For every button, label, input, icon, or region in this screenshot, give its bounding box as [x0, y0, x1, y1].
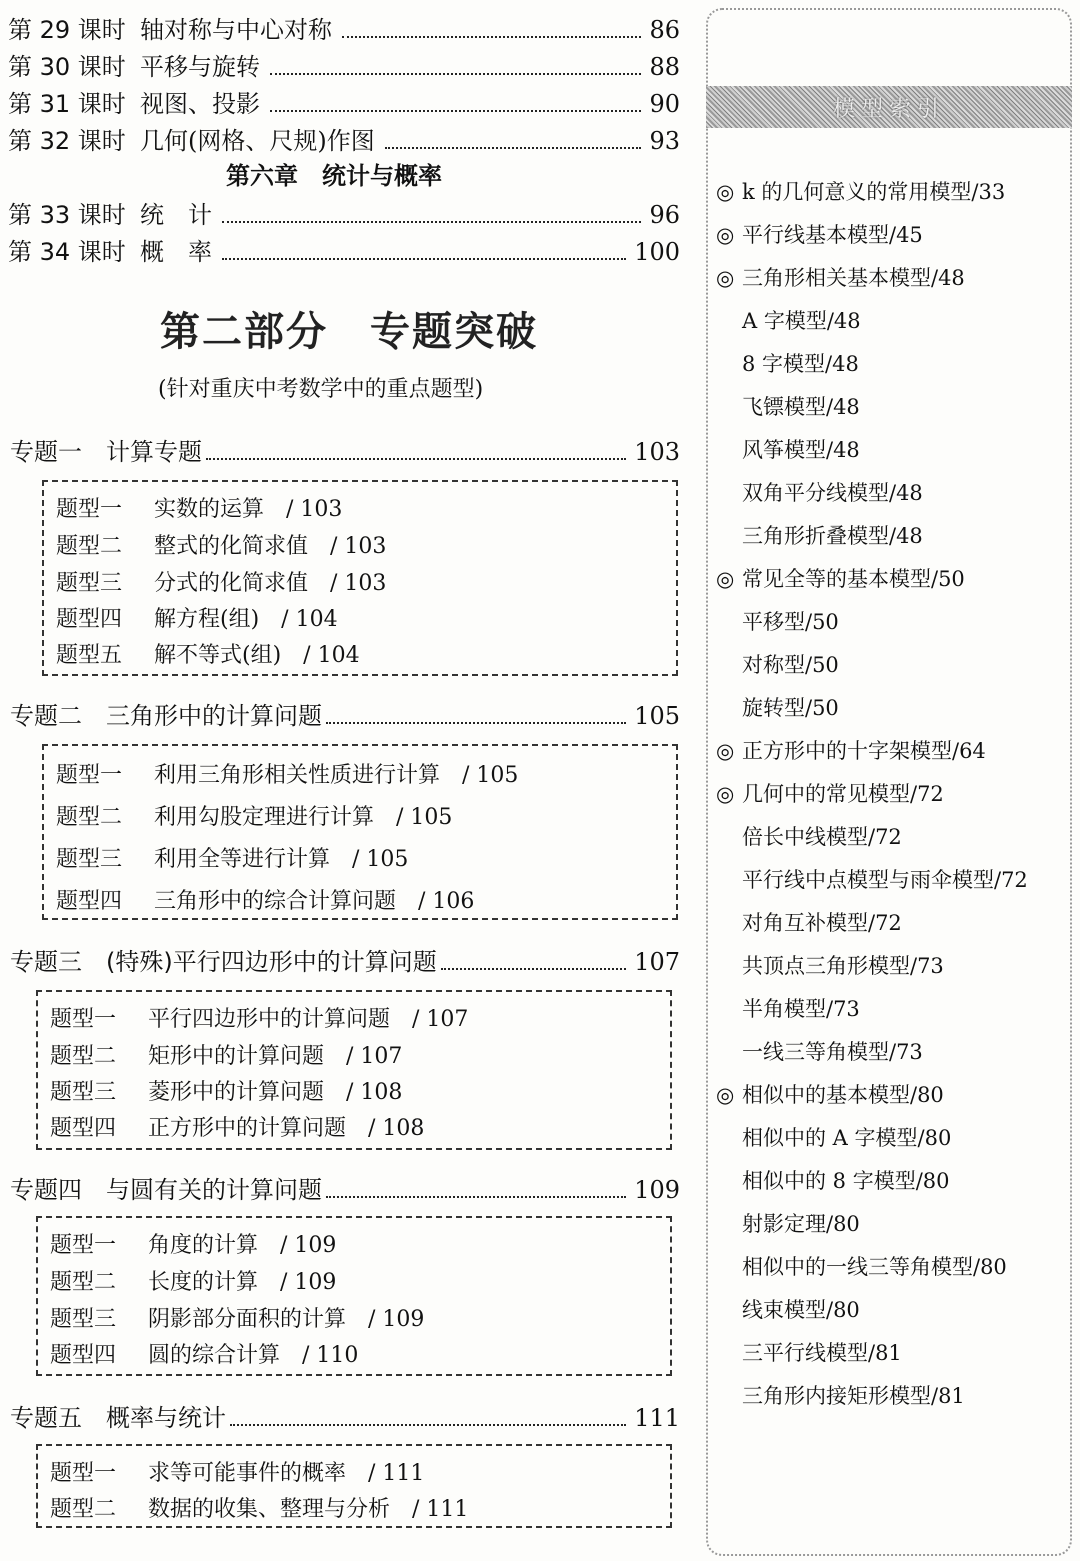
- topic-heading[interactable]: [10, 432, 680, 467]
- question-type-item[interactable]: [50, 1456, 424, 1487]
- leader-dots: [385, 147, 642, 149]
- question-type-text: 实数的运算 / 103: [154, 497, 343, 522]
- question-type-item[interactable]: [56, 529, 386, 560]
- bullet-circle-icon: ◎: [716, 739, 735, 763]
- model-index-text: 三角形折叠模型/48: [742, 524, 923, 548]
- question-type-label: 题型四: [56, 607, 123, 632]
- leader-dots: [441, 968, 626, 970]
- question-type-text: 数据的收集、整理与分析 / 111: [148, 1497, 469, 1522]
- question-type-box: [42, 744, 678, 920]
- toc-lesson-31[interactable]: [8, 84, 680, 119]
- question-type-label: 题型四: [56, 889, 123, 914]
- model-index-text: 对称型/50: [742, 653, 839, 677]
- lesson-number: 第 34 课时: [8, 238, 126, 266]
- question-type-box: [42, 480, 678, 676]
- question-type-box: [36, 1444, 672, 1528]
- model-index-text: 平移型/50: [742, 610, 839, 634]
- model-index-entry[interactable]: [742, 305, 861, 335]
- page-number: 109: [634, 1176, 680, 1204]
- question-type-text: 解不等式(组) / 104: [154, 643, 360, 668]
- leader-dots: [222, 221, 641, 223]
- lesson-title: 概 率: [140, 238, 212, 266]
- page-number: 96: [649, 201, 680, 229]
- question-type-item[interactable]: [56, 884, 474, 915]
- model-index-text: 正方形中的十字架模型/64: [742, 739, 986, 763]
- model-index-category[interactable]: [716, 563, 965, 593]
- question-type-item[interactable]: [50, 1265, 336, 1296]
- topic-title: 专题三 (特殊)平行四边形中的计算问题: [10, 948, 437, 976]
- model-index-entry[interactable]: [742, 821, 902, 851]
- question-type-label: 题型二: [50, 1497, 117, 1522]
- topic-title: 专题四 与圆有关的计算问题: [10, 1176, 322, 1204]
- question-type-item[interactable]: [56, 602, 338, 633]
- page-number: 93: [649, 127, 680, 155]
- model-index-entry[interactable]: [742, 1251, 1007, 1281]
- question-type-text: 分式的化简求值 / 103: [154, 571, 387, 596]
- question-type-item[interactable]: [56, 842, 408, 873]
- lesson-title: 统 计: [140, 201, 212, 229]
- topic-title: 专题一 计算专题: [10, 438, 202, 466]
- model-index-entry[interactable]: [742, 1036, 923, 1066]
- leader-dots: [206, 458, 626, 460]
- part-subtitle: (针对重庆中考数学中的重点题型): [158, 377, 484, 402]
- lesson-title: 平移与旋转: [140, 53, 260, 81]
- model-index-text: 平行线基本模型/45: [742, 223, 923, 247]
- page-number: 111: [634, 1404, 680, 1432]
- chapter-heading: 第六章 统计与概率: [226, 162, 442, 190]
- bullet-circle-icon: ◎: [716, 266, 735, 290]
- lesson-title: 几何(网格、尺规)作图: [140, 127, 375, 155]
- model-index-entry[interactable]: [742, 1294, 860, 1324]
- model-index-entry[interactable]: [742, 477, 923, 507]
- model-index-text: 射影定理/80: [742, 1212, 860, 1236]
- leader-dots: [326, 1196, 626, 1198]
- lesson-title: 轴对称与中心对称: [140, 16, 332, 44]
- page-number: 88: [649, 53, 680, 81]
- question-type-text: 圆的综合计算 / 110: [148, 1343, 359, 1368]
- question-type-label: 题型一: [50, 1461, 117, 1486]
- model-index-entry[interactable]: [742, 1122, 951, 1152]
- bullet-circle-icon: ◎: [716, 567, 735, 591]
- model-index-entry[interactable]: [742, 1380, 965, 1410]
- leader-dots: [326, 722, 626, 724]
- model-index-text: 8 字模型/48: [742, 352, 859, 376]
- model-index-entry[interactable]: [742, 434, 860, 464]
- model-index-entry[interactable]: [742, 348, 859, 378]
- question-type-label: 题型三: [56, 847, 123, 872]
- model-index-text: 半角模型/73: [742, 997, 860, 1021]
- page-number: 107: [634, 948, 680, 976]
- leader-dots: [230, 1424, 626, 1426]
- question-type-text: 利用勾股定理进行计算 / 105: [154, 805, 453, 830]
- leader-dots: [270, 73, 641, 75]
- lesson-number: 第 33 课时: [8, 201, 126, 229]
- question-type-box: [36, 990, 672, 1150]
- question-type-item[interactable]: [56, 800, 452, 831]
- page-number: 100: [634, 238, 680, 266]
- model-index-entry[interactable]: [742, 391, 860, 421]
- model-index-text: k 的几何意义的常用模型/33: [742, 180, 1006, 204]
- question-type-item[interactable]: [50, 1492, 468, 1523]
- model-index-entry[interactable]: [742, 950, 944, 980]
- lesson-number: 第 30 课时: [8, 53, 126, 81]
- question-type-item[interactable]: [50, 1039, 402, 1070]
- question-type-label: 题型三: [56, 571, 123, 596]
- model-index-text: 共顶点三角形模型/73: [742, 954, 944, 978]
- toc-lesson-30[interactable]: [8, 47, 680, 82]
- bullet-circle-icon: ◎: [716, 782, 735, 806]
- question-type-label: 题型一: [50, 1233, 117, 1258]
- model-index-entry[interactable]: [742, 993, 860, 1023]
- model-index-text: 三角形内接矩形模型/81: [742, 1384, 965, 1408]
- model-index-text: 三角形相关基本模型/48: [742, 266, 965, 290]
- question-type-item[interactable]: [50, 1228, 336, 1259]
- toc-lesson-34[interactable]: [8, 232, 680, 267]
- model-index-entry[interactable]: [742, 864, 1028, 894]
- model-index-category[interactable]: [716, 219, 923, 249]
- model-index-text: 倍长中线模型/72: [742, 825, 902, 849]
- model-index-category[interactable]: [716, 735, 986, 765]
- page-number: 103: [634, 438, 680, 466]
- question-type-label: 题型二: [56, 534, 123, 559]
- page-number: 105: [634, 702, 680, 730]
- bullet-circle-icon: ◎: [716, 1083, 735, 1107]
- lesson-title: 视图、投影: [140, 90, 260, 118]
- question-type-label: 题型一: [56, 497, 123, 522]
- model-index-text: 相似中的基本模型/80: [742, 1083, 944, 1107]
- question-type-text: 菱形中的计算问题 / 108: [148, 1080, 403, 1105]
- question-type-label: 题型四: [50, 1116, 117, 1141]
- question-type-text: 求等可能事件的概率 / 111: [148, 1461, 425, 1486]
- question-type-label: 题型一: [56, 763, 123, 788]
- lesson-number: 第 32 课时: [8, 127, 126, 155]
- question-type-text: 角度的计算 / 109: [148, 1233, 337, 1258]
- model-index-text: 几何中的常见模型/72: [742, 782, 944, 806]
- question-type-box: [36, 1216, 672, 1376]
- question-type-item[interactable]: [50, 1338, 358, 1369]
- question-type-text: 解方程(组) / 104: [154, 607, 338, 632]
- leader-dots: [342, 36, 641, 38]
- toc-lesson-33[interactable]: [8, 195, 680, 230]
- model-index-title: 模型索引: [832, 96, 945, 122]
- question-type-text: 利用全等进行计算 / 105: [154, 847, 409, 872]
- question-type-item[interactable]: [56, 758, 518, 789]
- model-index-text: 一线三等角模型/73: [742, 1040, 923, 1064]
- model-index-banner: [706, 86, 1072, 128]
- topic-heading[interactable]: [10, 1170, 680, 1205]
- model-index-text: 线束模型/80: [742, 1298, 860, 1322]
- model-index-text: 相似中的一线三等角模型/80: [742, 1255, 1007, 1279]
- question-type-text: 正方形中的计算问题 / 108: [148, 1116, 425, 1141]
- toc-lesson-29[interactable]: [8, 10, 680, 45]
- model-index-text: 双角平分线模型/48: [742, 481, 923, 505]
- toc-lesson-32[interactable]: [8, 121, 680, 156]
- topic-heading[interactable]: [10, 1398, 680, 1433]
- model-index-text: 平行线中点模型与雨伞模型/72: [742, 868, 1028, 892]
- question-type-text: 矩形中的计算问题 / 107: [148, 1044, 403, 1069]
- topic-title: 专题二 三角形中的计算问题: [10, 702, 322, 730]
- model-index-text: 相似中的 8 字模型/80: [742, 1169, 950, 1193]
- model-index-entry[interactable]: [742, 1208, 860, 1238]
- question-type-item[interactable]: [50, 1111, 424, 1142]
- model-index-category[interactable]: [716, 262, 965, 292]
- question-type-text: 整式的化简求值 / 103: [154, 534, 387, 559]
- question-type-item[interactable]: [56, 638, 360, 669]
- model-index-text: 风筝模型/48: [742, 438, 860, 462]
- bullet-circle-icon: ◎: [716, 180, 735, 204]
- model-index-entry[interactable]: [742, 692, 839, 722]
- question-type-text: 阴影部分面积的计算 / 109: [148, 1307, 425, 1332]
- model-index-entry[interactable]: [742, 520, 923, 550]
- model-index-text: 旋转型/50: [742, 696, 839, 720]
- leader-dots: [270, 110, 641, 112]
- question-type-item[interactable]: [56, 566, 386, 597]
- model-index-text: 常见全等的基本模型/50: [742, 567, 965, 591]
- question-type-label: 题型四: [50, 1343, 117, 1368]
- model-index-entry[interactable]: [742, 1337, 902, 1367]
- question-type-label: 题型一: [50, 1007, 117, 1032]
- topic-heading[interactable]: [10, 942, 680, 977]
- question-type-text: 三角形中的综合计算问题 / 106: [154, 889, 475, 914]
- model-index-text: A 字模型/48: [742, 309, 861, 333]
- model-index-category[interactable]: [716, 176, 1005, 206]
- model-index-text: 飞镖模型/48: [742, 395, 860, 419]
- topic-title: 专题五 概率与统计: [10, 1404, 226, 1432]
- question-type-label: 题型五: [56, 643, 123, 668]
- lesson-number: 第 29 课时: [8, 16, 126, 44]
- leader-dots: [222, 258, 626, 260]
- question-type-item[interactable]: [50, 1002, 468, 1033]
- lesson-number: 第 31 课时: [8, 90, 126, 118]
- model-index-entry[interactable]: [742, 606, 839, 636]
- question-type-text: 长度的计算 / 109: [148, 1270, 337, 1295]
- model-index-entry[interactable]: [742, 649, 839, 679]
- part-title: 第二部分 专题突破: [160, 309, 538, 355]
- model-index-entry[interactable]: [742, 1165, 950, 1195]
- question-type-item[interactable]: [50, 1302, 424, 1333]
- topic-heading[interactable]: [10, 696, 680, 731]
- bullet-circle-icon: ◎: [716, 223, 735, 247]
- question-type-label: 题型三: [50, 1307, 117, 1332]
- question-type-item[interactable]: [50, 1075, 402, 1106]
- question-type-item[interactable]: [56, 492, 342, 523]
- model-index-text: 对角互补模型/72: [742, 911, 902, 935]
- question-type-label: 题型三: [50, 1080, 117, 1105]
- question-type-label: 题型二: [50, 1044, 117, 1069]
- question-type-label: 题型二: [56, 805, 123, 830]
- page-number: 90: [649, 90, 680, 118]
- model-index-entry[interactable]: [742, 907, 902, 937]
- model-index-text: 三平行线模型/81: [742, 1341, 902, 1365]
- page-number: 86: [649, 16, 680, 44]
- model-index-category[interactable]: [716, 778, 944, 808]
- question-type-text: 利用三角形相关性质进行计算 / 105: [154, 763, 519, 788]
- model-index-text: 相似中的 A 字模型/80: [742, 1126, 952, 1150]
- question-type-label: 题型二: [50, 1270, 117, 1295]
- model-index-category[interactable]: [716, 1079, 944, 1109]
- question-type-text: 平行四边形中的计算问题 / 107: [148, 1007, 469, 1032]
